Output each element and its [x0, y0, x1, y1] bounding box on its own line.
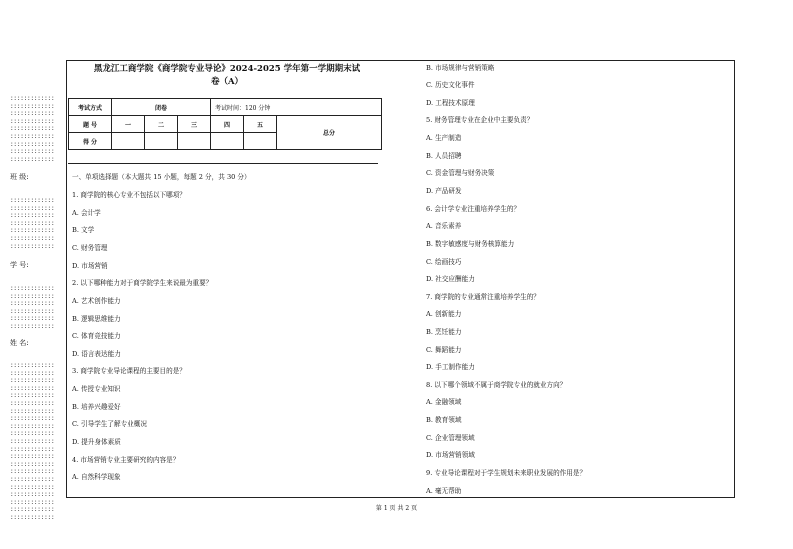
- score-label: 得 分: [69, 133, 112, 150]
- section-header: 一: [112, 116, 145, 133]
- class-label: 班 级:: [10, 173, 29, 181]
- score-cell[interactable]: [145, 133, 178, 150]
- question-text: 7. 商学院的专业通常注重培养学生的？: [426, 293, 540, 301]
- student-id-label: 学 号:: [10, 261, 29, 269]
- answer-option: D. 工程技术原理: [426, 99, 475, 107]
- answer-option: B. 人员招聘: [426, 152, 462, 160]
- answer-option: D. 社交应酬能力: [426, 275, 475, 283]
- divider: [68, 163, 378, 164]
- exam-type-label: 考试方式: [69, 99, 112, 116]
- student-name-label: 姓 名:: [10, 339, 29, 347]
- score-table: [68, 98, 382, 150]
- section-heading: 一、单项选择题（本大题共 15 小题，每题 2 分，共 30 分）: [72, 173, 251, 181]
- dotted-line: ::::::::::::: ::::::::::::: ::::::::::::: ::::::::::::: ::::::::::::: ::::::::::::: :::::::::::::: [10, 197, 55, 250]
- answer-option: D. 手工制作能力: [426, 363, 475, 371]
- answer-option: A. 艺术创作能力: [72, 297, 121, 305]
- score-cell[interactable]: [211, 133, 244, 150]
- answer-option: B. 教育领域: [426, 416, 462, 424]
- score-cell[interactable]: [112, 133, 145, 150]
- question-text: 2. 以下哪种能力对于商学院学生来说最为重要？: [72, 279, 213, 287]
- question-text: 8. 以下哪个领域不属于商学院专业的就业方向？: [426, 381, 567, 389]
- answer-option: C. 体育竞技能力: [72, 332, 121, 340]
- question-text: 6. 会计学专业注重培养学生的？: [426, 205, 521, 213]
- question-number-label: 题 号: [69, 116, 112, 133]
- question-text: 9. 专业导论课程对于学生规划未来职业发展的作用是？: [426, 469, 587, 477]
- answer-option: D. 市场营销领域: [426, 451, 475, 459]
- section-header: 二: [145, 116, 178, 133]
- section-header: 五: [244, 116, 277, 133]
- answer-option: A. 会计学: [72, 209, 101, 217]
- answer-option: A. 生产制造: [426, 134, 462, 142]
- question-number-row: [69, 116, 382, 133]
- answer-option: D. 产品研发: [426, 187, 462, 195]
- question-text: 4. 市场营销专业主要研究的内容是？: [72, 456, 180, 464]
- answer-option: D. 语言表达能力: [72, 350, 121, 358]
- score-cell[interactable]: [244, 133, 277, 150]
- exam-title-line2: 卷（A）: [210, 77, 244, 87]
- exam-time: 考试时间：120 分钟: [211, 99, 382, 116]
- dotted-line: ::::::::::::: ::::::::::::: ::::::::::::: ::::::::::::: ::::::::::::: :::::::::::::: [10, 285, 55, 330]
- dotted-line: ::::::::::::: ::::::::::::: ::::::::::::: ::::::::::::: ::::::::::::: ::::::::::::: ::::::::::::: ::::::::::::: :::::::::::::: [10, 95, 55, 163]
- page-number: 第 1 页 共 2 页: [375, 505, 418, 512]
- answer-option: C. 绘画技巧: [426, 258, 462, 266]
- answer-option: D. 市场营销: [72, 262, 108, 270]
- answer-option: C. 历史文化事件: [426, 81, 475, 89]
- answer-option: A. 自然科学现象: [72, 473, 121, 481]
- answer-option: C. 舞蹈能力: [426, 346, 462, 354]
- exam-header: [72, 62, 382, 88]
- question-text: 1. 商学院的核心专业不包括以下哪项？: [72, 191, 186, 199]
- dotted-line: ::::::::::::: ::::::::::::: ::::::::::::: ::::::::::::: ::::::::::::: ::::::::::::: ::::::::::::: ::::::::::::: ::::::::::::: ::::::::::::: ::::::::::::: ::::::::::::: ::::::::::::: ::::::::::::: ::::::::::::: ::::::::::::: ::::::::::::: ::::::::::::: ::::::::::::: ::::::::::::: :::::::::::::: [10, 362, 55, 521]
- score-cell[interactable]: [178, 133, 211, 150]
- answer-option: A. 传授专业知识: [72, 385, 121, 393]
- answer-option: D. 提升身体素质: [72, 438, 121, 446]
- question-text: 5. 财务管理专业在企业中主要负责？: [426, 116, 534, 124]
- answer-option: A. 音乐素养: [426, 222, 462, 230]
- answer-option: B. 市场规律与营销策略: [426, 64, 495, 72]
- answer-option: C. 资金管理与财务决策: [426, 169, 495, 177]
- total-score-label: 总分: [277, 116, 382, 150]
- section-header: 四: [211, 116, 244, 133]
- question-text: 3. 商学院专业导论课程的主要目的是？: [72, 367, 186, 375]
- answer-option: C. 企业管理领域: [426, 434, 475, 442]
- exam-title-line1: 黑龙江工商学院《商学院专业导论》2024-2025 学年第一学期期末试: [93, 64, 361, 74]
- answer-option: B. 文学: [72, 226, 95, 234]
- answer-option: B. 培养兴趣爱好: [72, 403, 121, 411]
- answer-option: B. 逻辑思维能力: [72, 315, 121, 323]
- section-header: 三: [178, 116, 211, 133]
- exam-type-value: 闭卷: [112, 99, 211, 116]
- answer-option: C. 引导学生了解专业概况: [72, 420, 147, 428]
- answer-option: A. 毫无帮助: [426, 487, 462, 495]
- binding-margin: [0, 0, 66, 549]
- answer-option: C. 财务管理: [72, 244, 108, 252]
- exam-info-row: [69, 99, 382, 116]
- answer-option: A. 金融领域: [426, 398, 462, 406]
- answer-option: B. 烹饪能力: [426, 328, 462, 336]
- answer-option: B. 数字敏感度与财务核算能力: [426, 240, 515, 248]
- answer-option: A. 创新能力: [426, 310, 462, 318]
